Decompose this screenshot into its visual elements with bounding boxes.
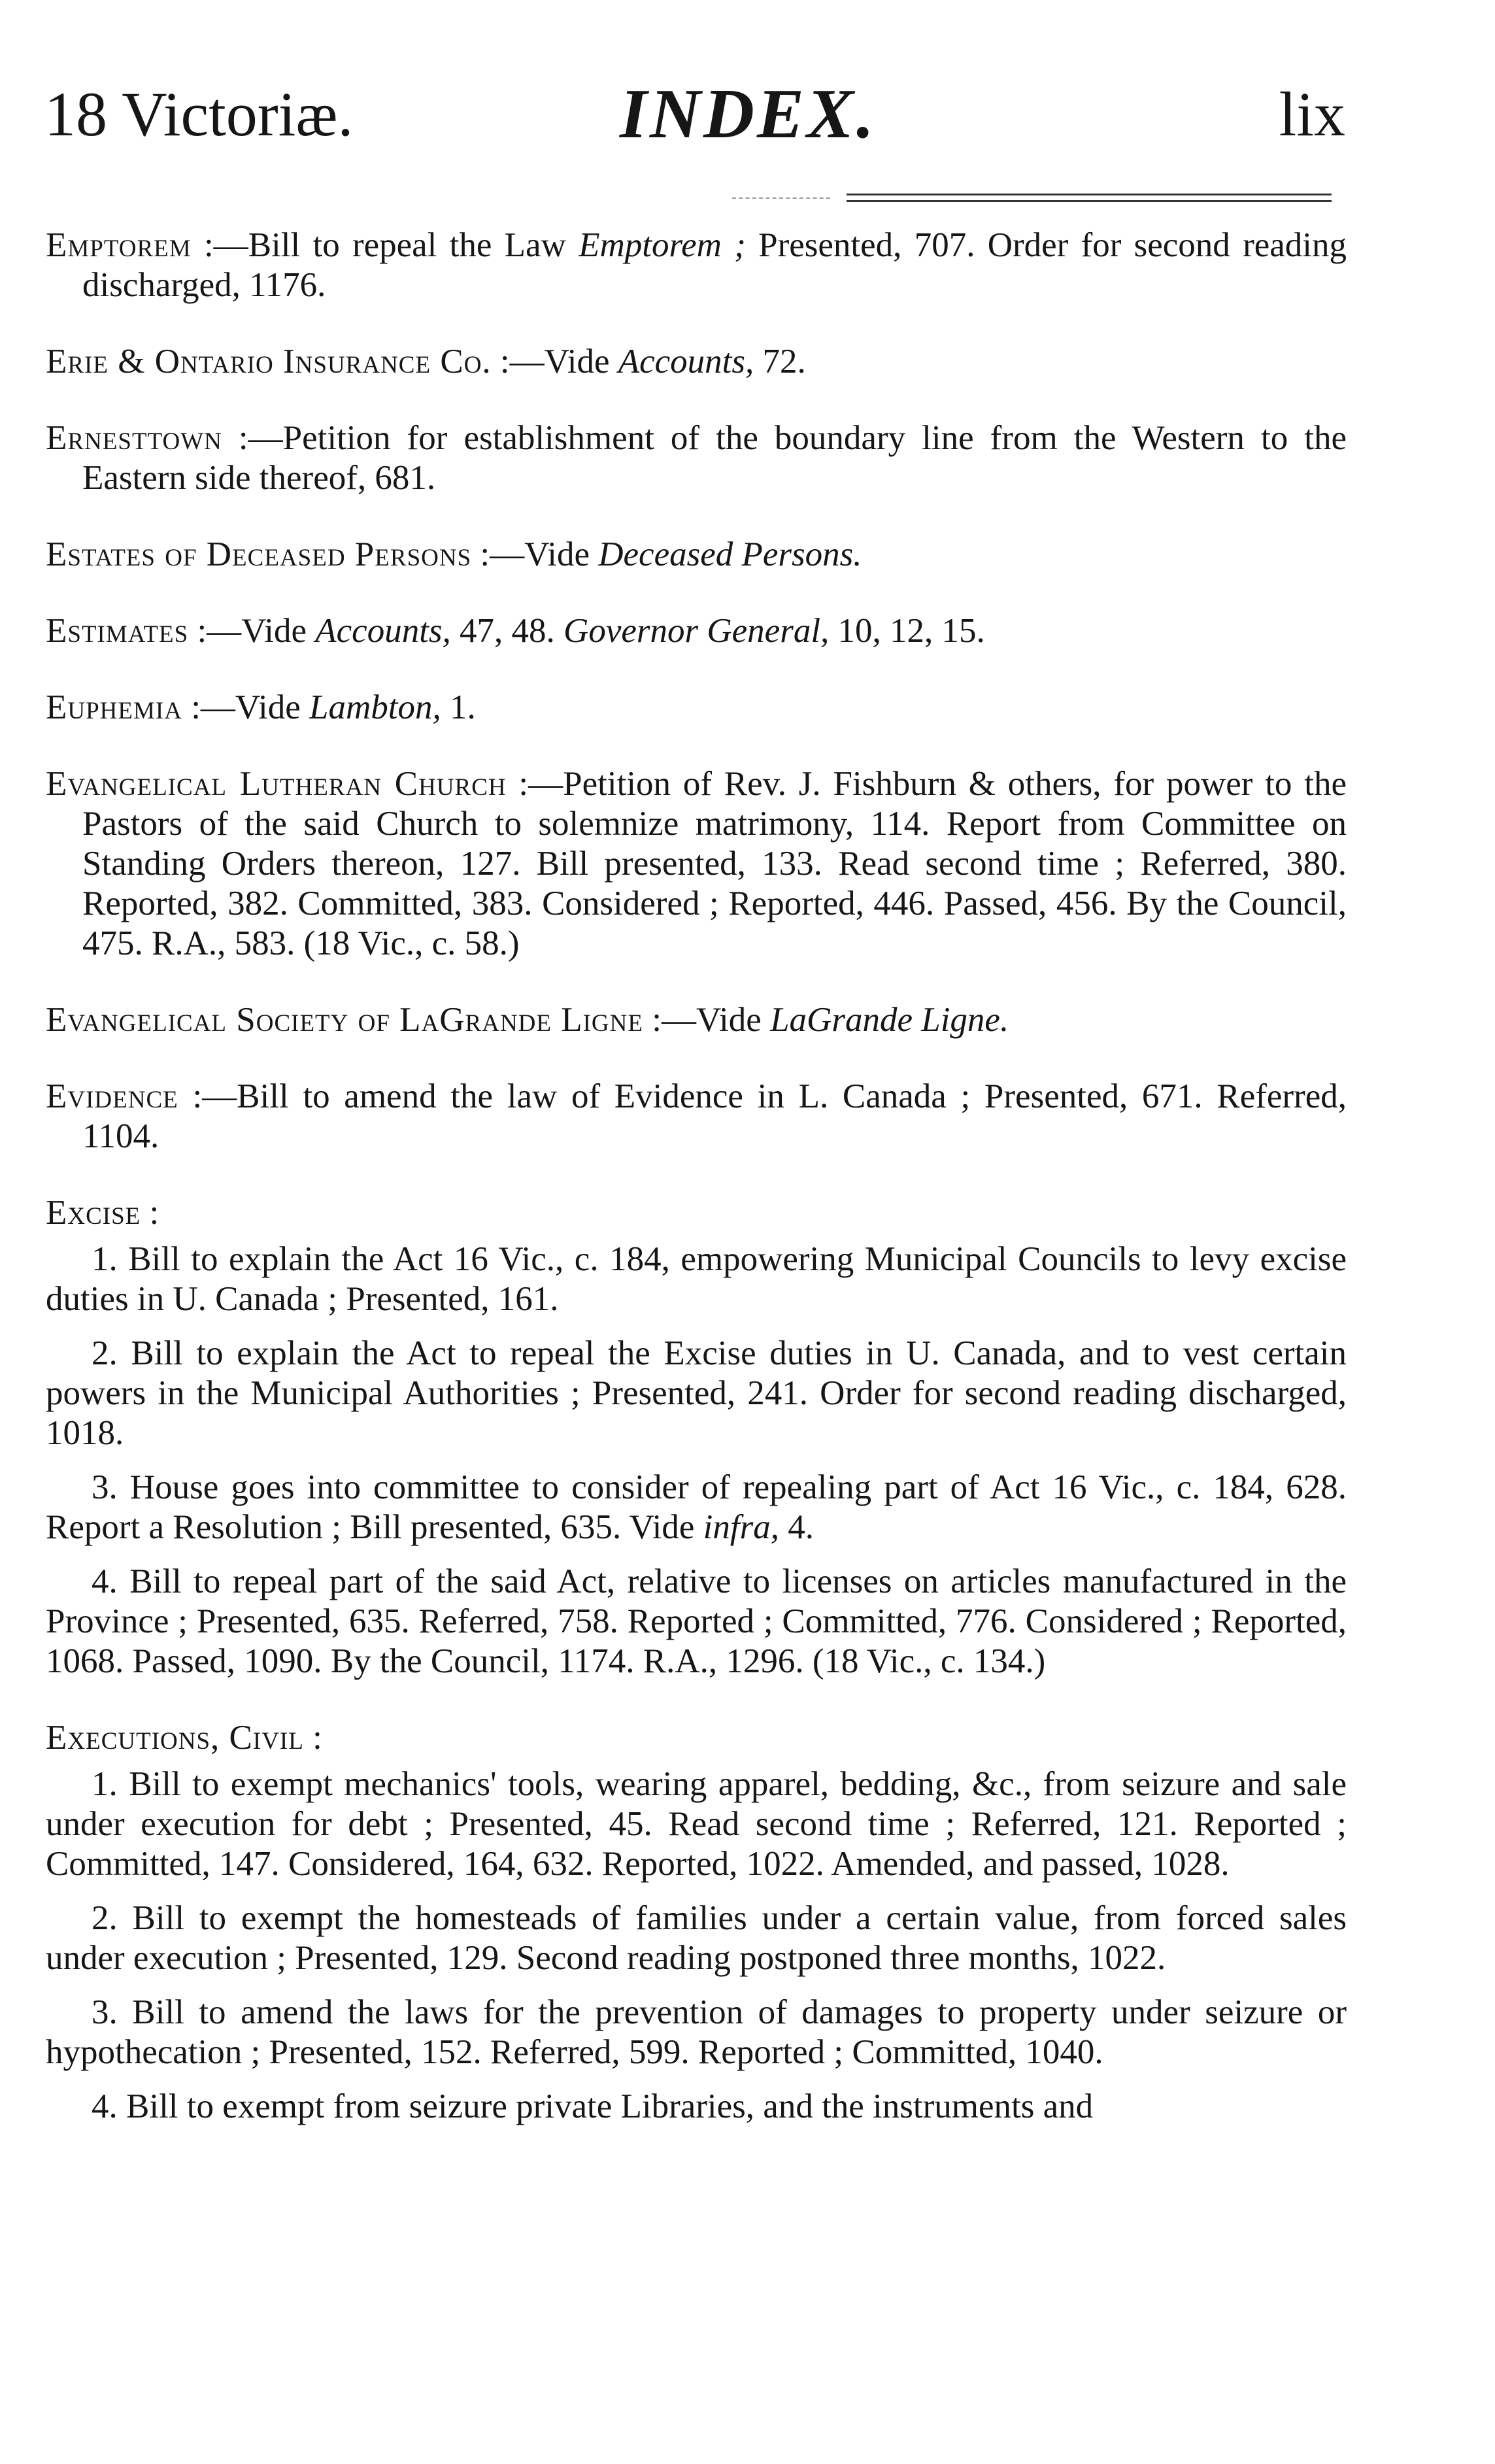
- entry-heading: Estates of Deceased Persons: [46, 535, 472, 573]
- index-entry-evangelical-lutheran: Evangelical Lutheran Church :—Petition of Rev. J. Fishburn & others, for power to the Pastors of the said Church to solemnize matrimony, 114. Report from Committee on Standing Orders thereon, 127. Bill presented, 133. Read second time ; Referred, 380. Reported, 382. Committed, 383. Considered ; Reported, 446. Passed, 456. By the Council, 475. R.A., 583. (18 Vic., c. 58.): [46, 765, 1347, 962]
- entry-heading: Ernesttown: [46, 419, 222, 457]
- index-entry-executions-civil: [46, 1718, 1347, 2127]
- entry-heading: Erie & Ontario Insurance Co.: [46, 343, 492, 380]
- index-entry-estates: Estates of Deceased Persons :—Vide Deceased Persons.: [46, 535, 862, 573]
- index-entry-emptorem: Emptorem :—Bill to repeal the Law Emptorem ; Presented, 707. Order for second reading discharged, 1176.: [46, 226, 1347, 304]
- sub-entry: 3. House goes into committee to consider of repealing part of Act 16 Vic., c. 184, 628. Report a Resolution ; Bill presented, 635. Vide infra, 4.: [46, 1468, 1347, 1546]
- index-entry-evidence: Evidence :—Bill to amend the law of Evidence in L. Canada ; Presented, 671. Referred, 1104.: [46, 1077, 1347, 1155]
- sub-entry: 1. Bill to exempt mechanics' tools, wearing apparel, bedding, &c., from seizure and sale under execution for debt ; Presented, 45. Read second time ; Referred, 121. Reported ; Committed, 147. Considered, 164, 632. Reported, 1022. Amended, and passed, 1028.: [46, 1765, 1347, 1883]
- page-number: lix: [1279, 79, 1345, 149]
- index-entry-euphemia: Euphemia :—Vide Lambton, 1.: [46, 688, 476, 726]
- header-rule-faint: [732, 197, 830, 199]
- header-session: 18 Victoriæ.: [44, 79, 354, 149]
- index-entry-ernesttown: Ernesttown :—Petition for establishment of the boundary line from the Western to the Eastern side thereof, 681.: [46, 419, 1347, 497]
- page-header: [44, 72, 1345, 157]
- entry-heading: Evangelical Lutheran Church: [46, 765, 507, 803]
- sub-entry: 2. Bill to exempt the homesteads of families under a certain value, from forced sales under execution ; Presented, 129. Second reading postponed three months, 1022.: [46, 1899, 1347, 1977]
- cross-reference: Deceased Persons.: [598, 535, 862, 573]
- entry-heading: Euphemia: [46, 688, 182, 726]
- entry-heading: Emptorem: [46, 226, 192, 264]
- entry-heading: Evangelical Society of LaGrande Ligne: [46, 1001, 643, 1039]
- entry-heading: Excise: [46, 1194, 141, 1232]
- cross-reference: LaGrande Ligne.: [770, 1001, 1009, 1039]
- cross-reference: Accounts,: [618, 343, 754, 380]
- sub-entry: 2. Bill to explain the Act to repeal the Excise duties in U. Canada, and to vest certain powers in the Municipal Authorities ; Presented, 241. Order for second reading discharged, 1018.: [46, 1334, 1347, 1452]
- index-entry-estimates: Estimates :—Vide Accounts, 47, 48. Governor General, 10, 12, 15.: [46, 612, 985, 650]
- sub-entry: 3. Bill to amend the laws for the prevention of damages to property under seizure or hypothecation ; Presented, 152. Referred, 599. Reported ; Committed, 1040.: [46, 1993, 1347, 2071]
- cross-reference: Lambton,: [309, 688, 441, 726]
- entry-heading: Executions, Civil: [46, 1719, 304, 1757]
- entry-heading-line: Excise :: [46, 1194, 160, 1232]
- entry-heading: Estimates: [46, 612, 189, 650]
- sub-entry: 1. Bill to explain the Act 16 Vic., c. 184, empowering Municipal Councils to levy excise duties in U. Canada ; Presented, 161.: [46, 1240, 1347, 1318]
- index-content: [46, 226, 1347, 2163]
- sub-entry: 4. Bill to repeal part of the said Act, relative to licenses on articles manufactured in the Province ; Presented, 635. Referred, 758. Reported ; Committed, 776. Considered ; Reported, 1068. Passed, 1090. By the Council, 1174. R.A., 1296. (18 Vic., c. 134.): [46, 1562, 1347, 1680]
- cross-reference: Emptorem ;: [579, 226, 746, 264]
- entry-heading-line: Executions, Civil :: [46, 1719, 322, 1757]
- cross-reference: infra,: [703, 1508, 779, 1546]
- page-title: INDEX.: [620, 75, 877, 153]
- index-entry-excise: [46, 1193, 1347, 1681]
- cross-reference: Governor General,: [563, 612, 830, 650]
- entry-heading: Evidence: [46, 1077, 178, 1115]
- cross-reference: Accounts,: [315, 612, 451, 650]
- index-entry-evangelical-society: Evangelical Society of LaGrande Ligne :—Vide LaGrande Ligne.: [46, 1001, 1009, 1039]
- header-double-rule: [847, 194, 1332, 202]
- index-entry-erie-ontario: Erie & Ontario Insurance Co. :—Vide Accounts, 72.: [46, 343, 806, 380]
- sub-entry: 4. Bill to exempt from seizure private Libraries, and the instruments and: [92, 2087, 1094, 2125]
